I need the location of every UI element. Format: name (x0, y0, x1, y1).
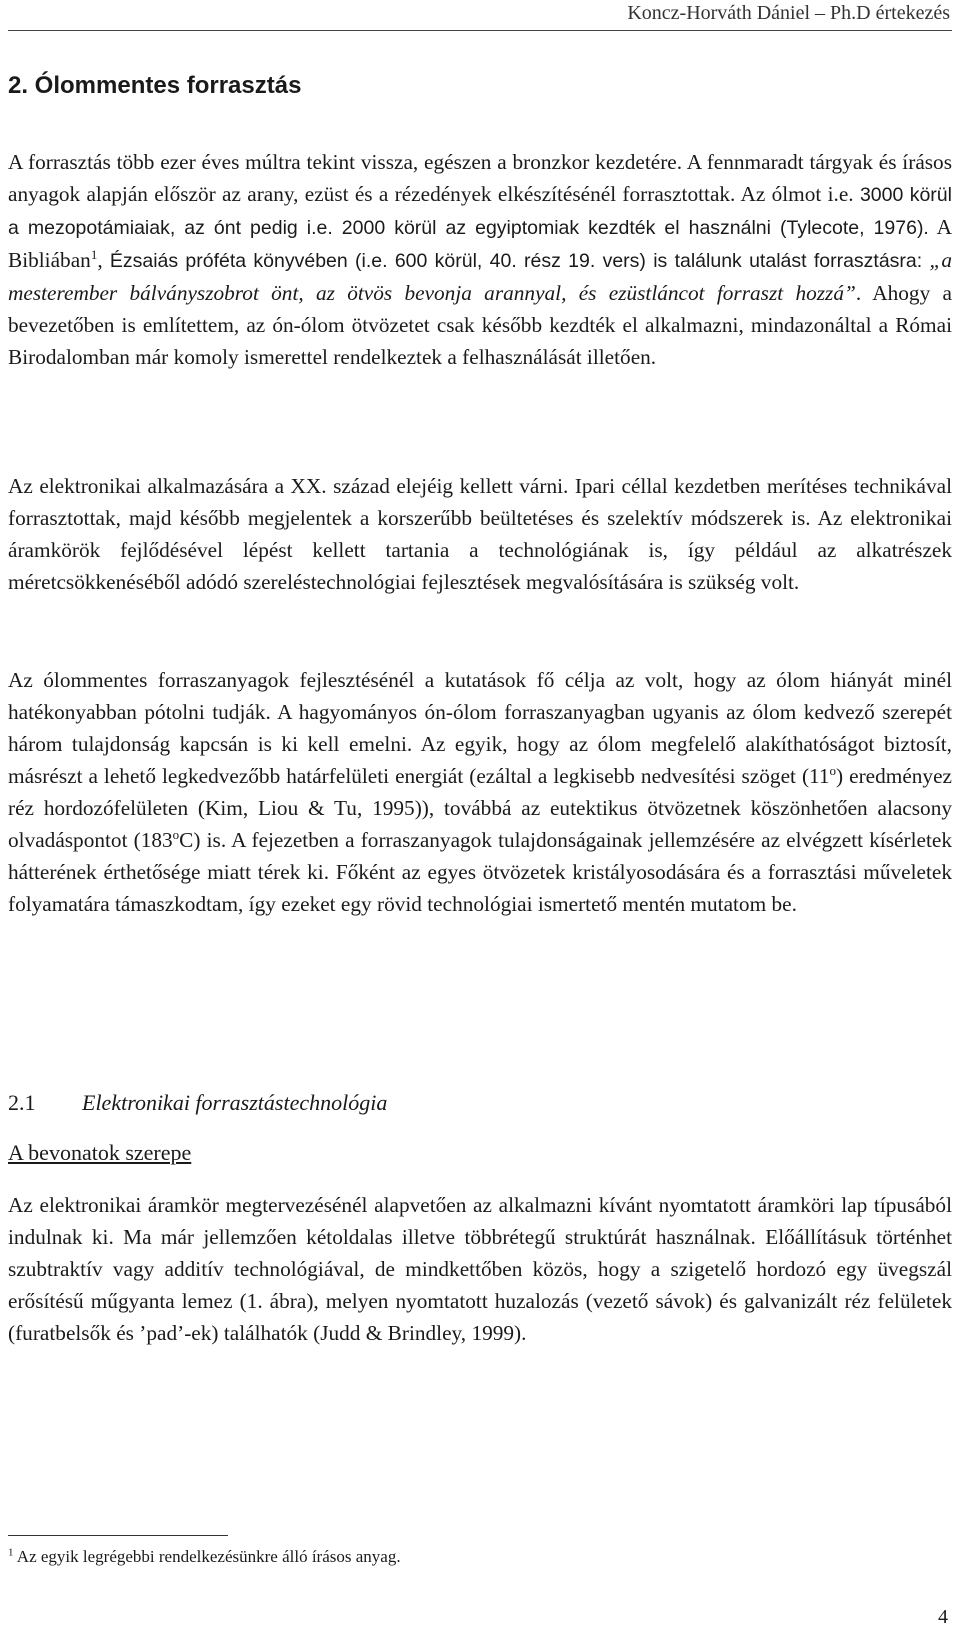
footnote-text: Az egyik legrégebbi rendelkezésünkre álló írásos anyag. (13, 1547, 401, 1566)
p3-text-b: ) eredményez réz hordozófelületen (Kim, Liou & Tu, 1995)), továbbá az eutektikus ötvözetnek köszönhetően alacsony olvadáspontot (183 (8, 764, 952, 852)
paragraph-coatings: Az elektronikai áramkör megtervezésénél alapvetően az alkalmazni kívánt nyomtatott áramköri lap típusából indulnak ki. Ma már jellemzően kétoldalas illetve többrétegű struktúrát használnak. Előállításuk történhet szubtraktív vagy additív technológiával, de mindkettőben közös, hogy a szigetelő hordozó egy üvegszál erősítésű műgyanta lemez (1. ábra), melyen nyomtatott huzalozás (vezető sávok) és galvanizált réz felületek (furatbelsők és ’pad’-ek) találhatók (Judd & Brindley, 1999). (8, 1193, 952, 1345)
p3-text-a: Az ólommentes forraszanyagok fejlesztésénél a kutatások fő célja az volt, hogy az ólom hiányát minél hatékonyabban pótolni tudják. A hagyományos ón-ólom forraszanyagban ugyanis az ólom kedvező szerepét három tulajdonság kapcsán is ki kell emelni. Az egyik, hogy az ólom megfelelő alakíthatóságot biztosít, másrészt a lehető legkedvezőbb határfelületi energiát (ezáltal a legkisebb nedvesítési szöget (11 (8, 668, 952, 788)
page-number: 4 (938, 1606, 948, 1628)
section-heading (8, 1090, 387, 1116)
chapter-title: 2. Ólommentes forrasztás (8, 72, 302, 99)
p1-text-a: A forrasztás több ezer éves múltra tekint vissza, egészen a bronzkor kezdetére. A fennmaradt tárgyak és írásos anyagok alapján először az arany, ezüst és a rézedények elkészítésénél forrasztottak. Az ólmot i.e. (8, 150, 952, 206)
footnote-rule (8, 1535, 228, 1536)
degree-sign: o (829, 762, 837, 778)
footnote (8, 1547, 401, 1567)
section-title: Elektronikai forrasztástechnológia (82, 1090, 388, 1115)
p3-text-c: C) is. A fejezetben a forraszanyagok tulajdonságainak jellemzésére az elvégzett kísérletek hátterének érthetősége miatt térek ki. Főként az egyes ötvözetek kristályosodására és a forrasztási műveletek folyamatára támaszkodtam, így ezeket egy rövid technológiai ismertető mentén mutatom be. (8, 828, 952, 916)
subsection-heading: A bevonatok szerepe (8, 1140, 192, 1165)
footnote-ref[interactable]: 1 (90, 246, 98, 262)
degree-sign: o (172, 826, 180, 842)
p1-text-b: 3000 körül a mezopotámiaiak, az ónt pedig i.e. 2000 körül az egyiptomiak kezdték el használni (Tylecote, 1976). (8, 184, 952, 239)
running-header: Koncz-Horváth Dániel – Ph.D értekezés (627, 2, 950, 24)
bible-quote: „a mesterember bálványszobrot önt, az ötvös bevonja arannyal, és ezüstláncot forraszt hozzá” (8, 248, 952, 305)
section-number: 2.1 (8, 1090, 36, 1115)
footnote-number: 1 (8, 1546, 14, 1559)
header-rule (8, 30, 952, 31)
paragraph-electronics: Az elektronikai alkalmazására a XX. század elejéig kellett várni. Ipari céllal kezdetben merítéses technikával forrasztottak, majd később megjelentek a korszerűbb beültetéses és szelektív módszerek is. Az elektronikai áramkörök fejlődésével lépést kellett tartania a technológiának is, így például az alkatrészek méretcsökkenéséből adódó szereléstechnológiai fejlesztések megvalósítására is szükség volt. (8, 474, 952, 594)
p1-text-c: A Bibliában (8, 215, 952, 272)
p1-text-d: , (97, 248, 110, 272)
paragraph-history (8, 146, 952, 373)
paragraph-leadfree (8, 664, 952, 920)
p1-text-e: Ézsaiás próféta könyvében (i.e. 600 körül, 40. rész 19. vers) is találunk utalást forrasztásra: (109, 250, 930, 272)
p1-text-f: . Ahogy a bevezetőben is említettem, az ón-ólom ötvözetet csak később kezdték el alkalmazni, mindazonáltal a Római Birodalomban már komoly ismerettel rendelkeztek a felhasználását illetően. (8, 281, 952, 369)
